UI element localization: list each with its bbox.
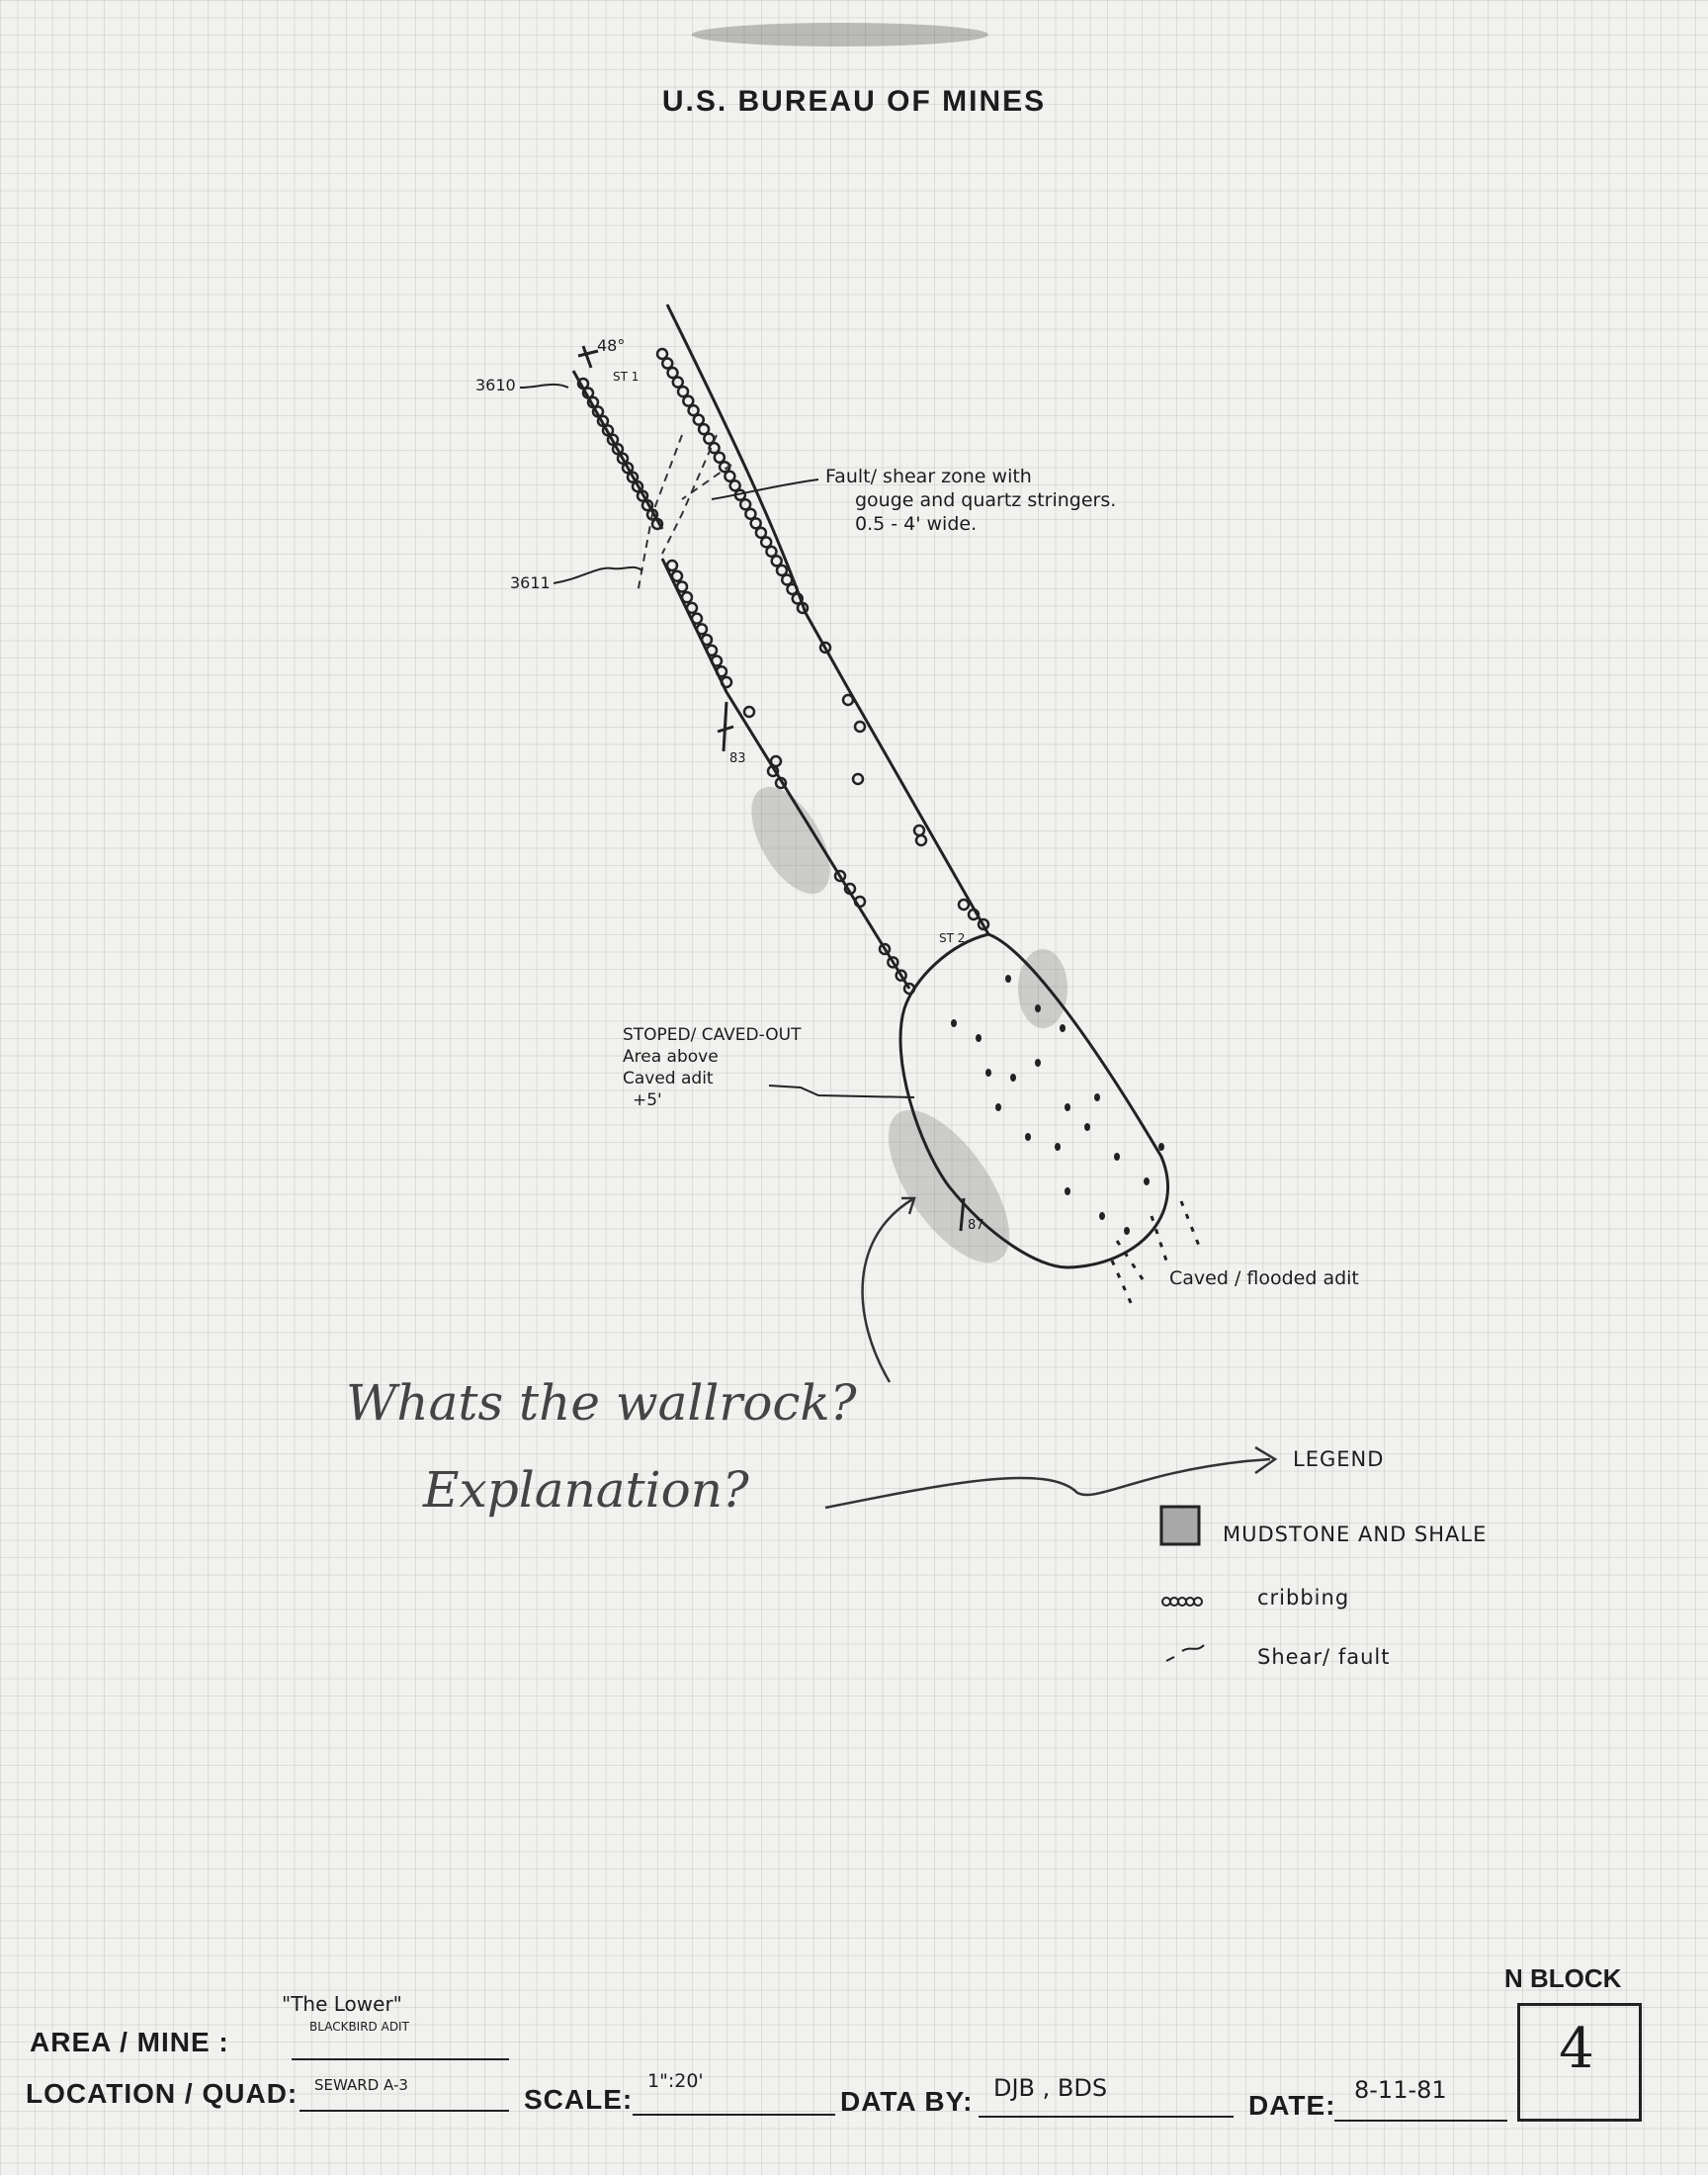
cribbing-circle (668, 368, 678, 378)
stoped-annotation (623, 1024, 801, 1111)
cribbing-circle (855, 722, 865, 732)
legend-item-cribbing: cribbing (1257, 1586, 1350, 1610)
cribbing-circle (662, 359, 672, 369)
cribbing-circle (673, 378, 683, 388)
location-line (299, 2110, 509, 2112)
station-tag-st1: ST 1 (613, 370, 640, 384)
cribbing-circle (683, 396, 693, 406)
cribbing-circle (782, 574, 792, 584)
station-3610-leader (520, 385, 568, 388)
adit-left-wall-upper (573, 371, 662, 529)
data-by-value: DJB , BDS (993, 2074, 1108, 2102)
fault-annotation-line1: Fault/ shear zone with (825, 466, 1032, 487)
caved-adit-marks (1112, 1201, 1201, 1305)
fault-annotation-line2: gouge and quartz stringers. (855, 489, 1117, 511)
station-3611-leader (554, 567, 642, 583)
cribbing-circle (694, 415, 704, 425)
rock-dot (1114, 1153, 1120, 1161)
rock-dot (1005, 975, 1011, 983)
cribbing-circle (740, 499, 750, 509)
cribbing-circle (699, 424, 709, 434)
cribbing-circle (751, 518, 761, 528)
dip-48-label: 48° (597, 336, 626, 355)
cribbing-circle (707, 646, 717, 655)
rock-dot (995, 1103, 1001, 1111)
data-by-label: DATA BY: (840, 2086, 974, 2117)
cribbing-icon (1162, 1598, 1202, 1606)
page-title: U.S. BUREAU OF MINES (661, 85, 1047, 118)
adit-right-wall-middle (806, 613, 988, 934)
rock-dot (1065, 1187, 1070, 1195)
cribbing-circle (677, 581, 687, 591)
stoped-annotation-line3: Caved adit (623, 1069, 714, 1088)
cribbing-circle (916, 835, 926, 845)
cribbing-circle (704, 434, 714, 444)
rock-dot (1158, 1143, 1164, 1151)
mudstone-swatch-icon (1161, 1507, 1199, 1544)
data-by-line (979, 2116, 1234, 2118)
cribbing-circle (667, 561, 677, 570)
cribbing-circle (777, 566, 787, 575)
rock-dot (1065, 1103, 1070, 1111)
rock-dot (1055, 1143, 1061, 1151)
rock-dot (1035, 1059, 1041, 1067)
scale-label: SCALE: (524, 2084, 634, 2115)
area-mine-value-2: BLACKBIRD ADIT (309, 2020, 409, 2034)
cribbing-circle (853, 774, 863, 784)
rock-dot (1025, 1133, 1031, 1141)
rock-dot (1010, 1074, 1016, 1082)
cribbing-circle (715, 453, 725, 463)
fault-annotation (825, 465, 1116, 536)
rock-dot (985, 1069, 991, 1077)
date-value: 8-11-81 (1354, 2076, 1447, 2104)
stoped-annotation-line2: Area above (623, 1047, 719, 1067)
cribbing-circle (744, 707, 754, 717)
cribbing-circle (730, 480, 740, 490)
station-3610-label: 3610 (475, 376, 516, 394)
cribbing-circle (702, 635, 712, 645)
cribbing-circle (678, 387, 688, 396)
dip-87-label: 87 (968, 1218, 984, 1233)
scale-line (633, 2114, 835, 2116)
cribbing-circle (745, 509, 755, 519)
cribbing-circle (725, 472, 734, 481)
location-label: LOCATION / QUAD: (26, 2078, 299, 2109)
cribbing-circle (771, 756, 781, 766)
cribbing-circle (756, 528, 766, 538)
scale-value: 1":20' (647, 2070, 704, 2092)
stoped-annotation-line4: +5' (633, 1090, 662, 1110)
cribbing-circle (959, 900, 969, 910)
area-mine-value-1: "The Lower" (282, 1992, 402, 2016)
date-label: DATE: (1248, 2090, 1336, 2121)
cribbing-circle (914, 826, 924, 835)
legend-item-shear-fault: Shear/ fault (1257, 1645, 1391, 1669)
rock-dot (1060, 1024, 1066, 1032)
location-value: SEWARD A-3 (314, 2076, 408, 2094)
rock-dot (951, 1019, 957, 1027)
rock-dot (1124, 1227, 1130, 1235)
date-line (1334, 2120, 1507, 2122)
legend-arrow (825, 1447, 1275, 1508)
note-wallrock: Whats the wallrock? (346, 1374, 857, 1432)
shear-fault-icon (1166, 1645, 1204, 1661)
fault-annotation-line3: 0.5 - 4' wide. (855, 513, 978, 535)
caved-annotation: Caved / flooded adit (1169, 1267, 1359, 1289)
area-mine-line (292, 2058, 509, 2060)
cribbing-circle (689, 405, 699, 415)
cribbing-circle (766, 547, 776, 557)
cribbing-circle (657, 349, 667, 359)
cribbing-marks (578, 349, 988, 994)
station-tag-st2: ST 2 (939, 931, 966, 945)
fault-leader (712, 479, 818, 499)
legend-title: LEGEND (1293, 1447, 1385, 1471)
cribbing-circle (687, 603, 697, 613)
dip-symbol-48 (578, 346, 598, 368)
cribbing-circle (672, 571, 682, 581)
legend-item-mudstone: MUDSTONE AND SHALE (1223, 1522, 1488, 1546)
rock-dot (1099, 1212, 1105, 1220)
rock-dot (1094, 1093, 1100, 1101)
station-3611-label: 3611 (510, 573, 551, 592)
cribbing-circle (843, 695, 853, 705)
stoped-annotation-line1: STOPED/ CAVED-OUT (623, 1025, 802, 1045)
cribbing-circle (772, 556, 782, 566)
shear-fault-lines (638, 435, 731, 593)
cribbing-circle (682, 592, 692, 602)
note-arrow (863, 1198, 914, 1382)
block-label: N BLOCK (1504, 1963, 1622, 1993)
rock-dot (1035, 1004, 1041, 1012)
cribbing-circle (697, 624, 707, 634)
block-value: 4 (1559, 2017, 1594, 2081)
rock-dot (976, 1034, 982, 1042)
rock-dot (1084, 1123, 1090, 1131)
area-mine-label: AREA / MINE : (30, 2027, 229, 2057)
dip-symbol-83 (718, 702, 733, 751)
dip-83-label: 83 (729, 751, 746, 766)
cribbing-circle (761, 537, 771, 547)
cribbing-circle (692, 614, 702, 624)
rock-dot (1144, 1177, 1150, 1185)
note-explanation: Explanation? (423, 1461, 749, 1519)
